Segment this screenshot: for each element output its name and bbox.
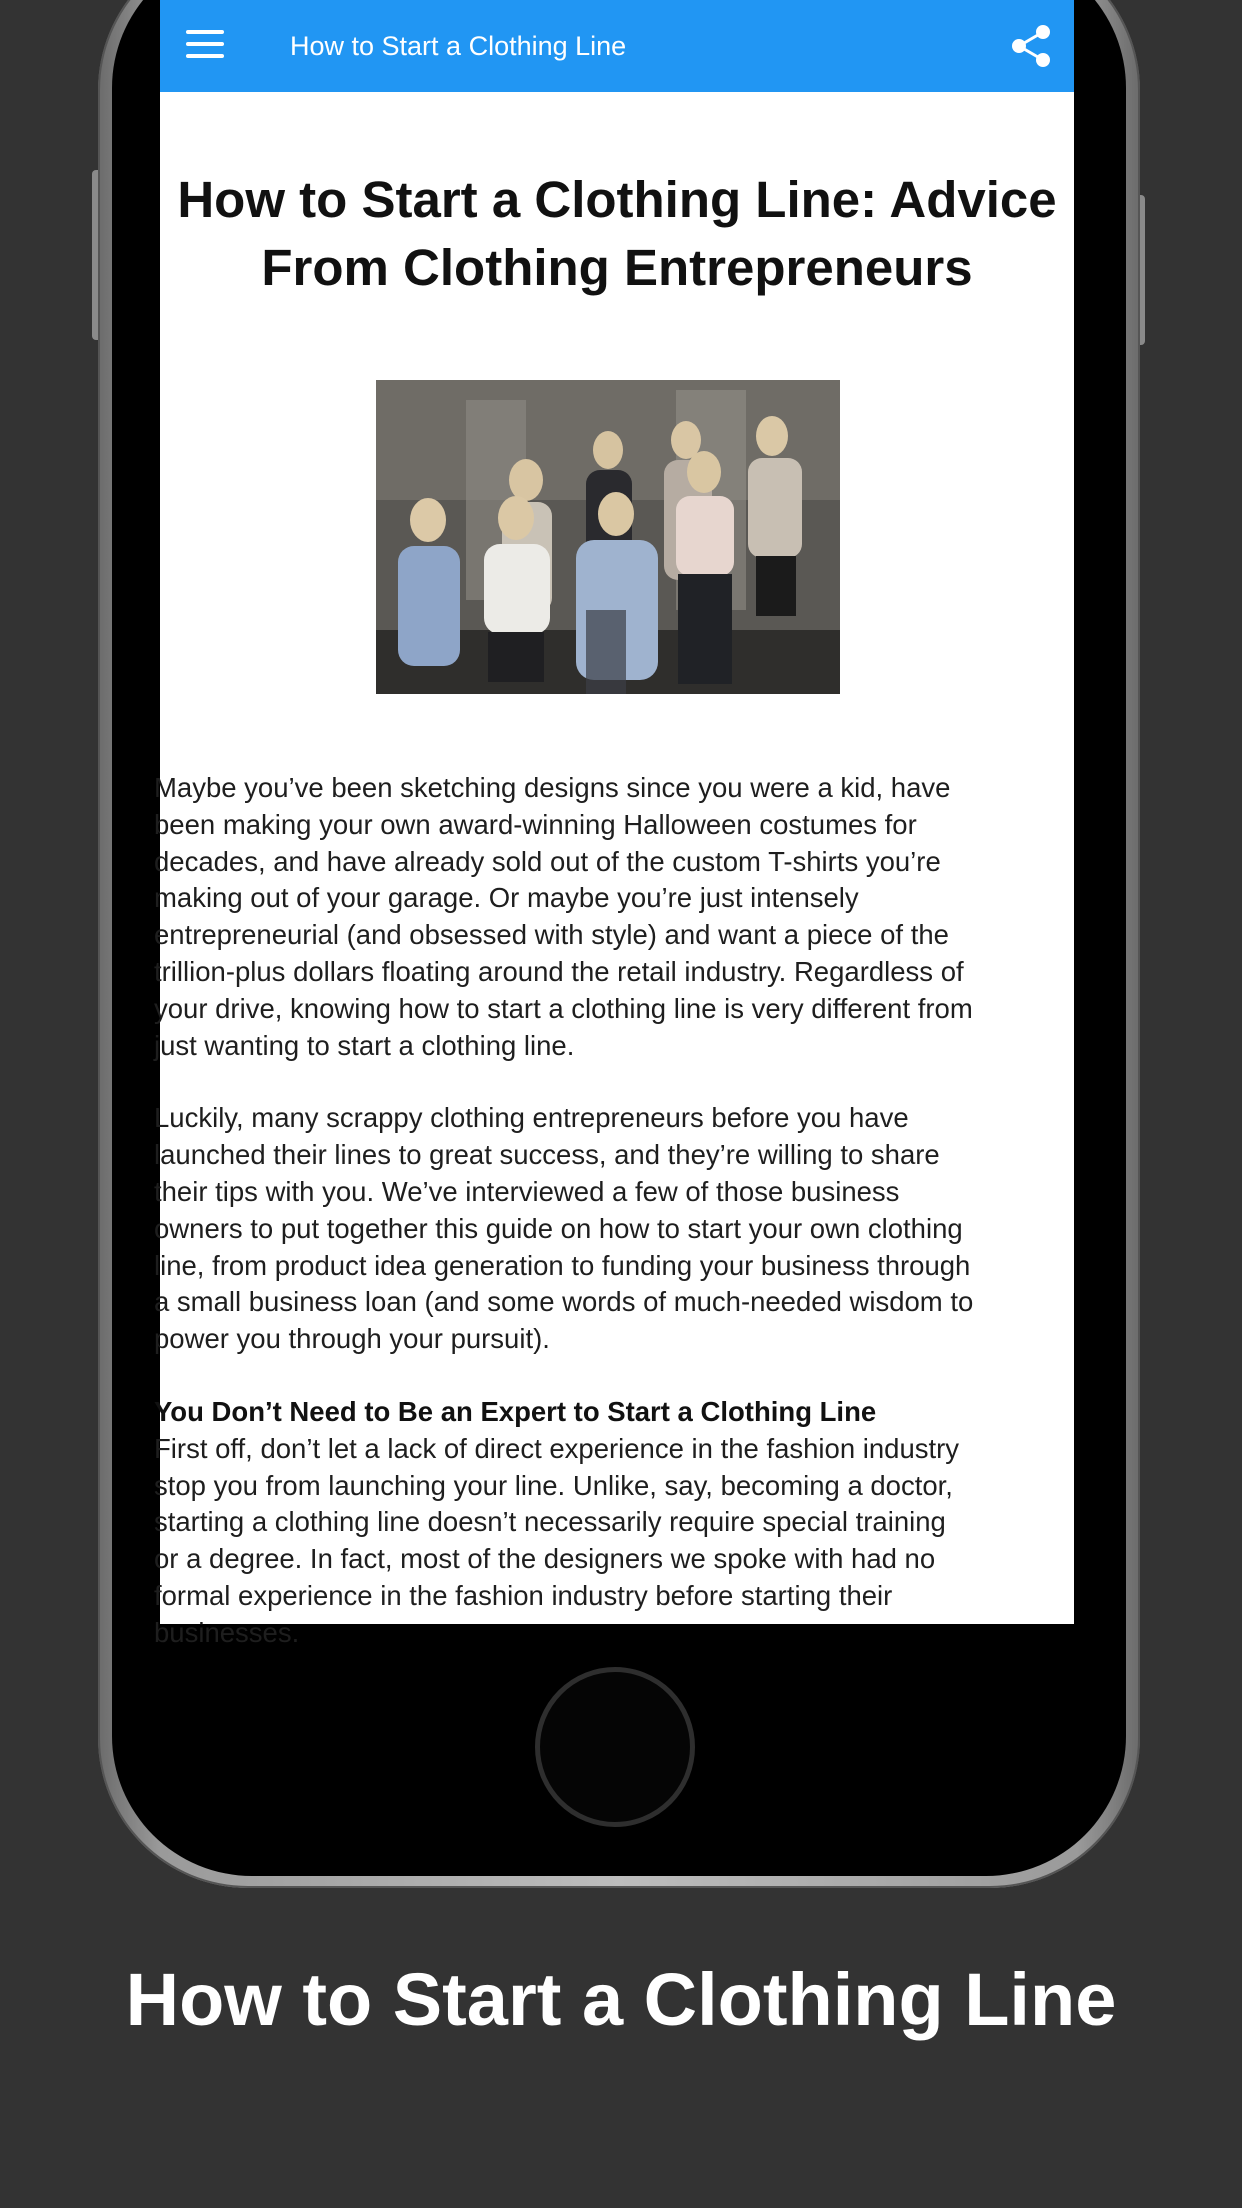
text-line: entrepreneurial (and obsessed with style) and want a piece of the	[154, 919, 949, 951]
text-line: been making your own award-winning Halloween costumes for	[154, 808, 917, 840]
menu-icon[interactable]	[186, 30, 224, 60]
article-image	[376, 380, 840, 694]
text-line: their tips with you. We’ve interviewed a few of those business	[154, 1175, 900, 1207]
text-line: your drive, knowing how to start a clothing line is very different from	[154, 992, 973, 1024]
text-line: starting a clothing line doesn’t necessarily require special training	[154, 1506, 946, 1538]
article-title	[154, 166, 1080, 302]
promo-caption: How to Start a Clothing Line	[125, 1958, 1117, 2041]
article-subheading: You Don’t Need to Be an Expert to Start a Clothing Line	[154, 1395, 877, 1427]
text-line: line, from product idea generation to funding your business through	[154, 1249, 971, 1281]
text-line: just wanting to start a clothing line.	[154, 1029, 575, 1061]
text-line: businesses.	[154, 1616, 300, 1648]
app-bar	[160, 0, 1074, 92]
app-bar-title: How to Start a Clothing Line	[290, 31, 627, 61]
article-title-line: From Clothing Entrepreneurs	[261, 239, 973, 296]
article-paragraph	[154, 770, 1080, 1064]
text-line: power you through your pursuit).	[154, 1323, 550, 1355]
article-content	[154, 92, 1080, 1652]
home-button[interactable]	[535, 1667, 695, 1827]
text-line: stop you from launching your line. Unlike, say, becoming a doctor,	[154, 1469, 953, 1501]
text-line: Luckily, many scrappy clothing entrepreneurs before you have	[154, 1102, 909, 1134]
text-line: First off, don’t let a lack of direct experience in the fashion industry	[154, 1432, 960, 1464]
share-icon[interactable]	[1010, 24, 1052, 68]
article-paragraph	[154, 1431, 1080, 1652]
text-line: owners to put together this guide on how to start your own clothing	[154, 1212, 963, 1244]
text-line: or a degree. In fact, most of the designers we spoke with had no	[154, 1543, 936, 1575]
text-line: formal experience in the fashion industry before starting their	[154, 1579, 893, 1611]
phone-screen	[154, 0, 1074, 1648]
mannequins-photo-illustration	[376, 380, 840, 694]
text-line: Maybe you’ve been sketching designs since you were a kid, have	[154, 772, 951, 803]
text-line: trillion-plus dollars floating around the retail industry. Regardless of	[154, 955, 964, 987]
text-line: making out of your garage. Or maybe you’re just intensely	[154, 882, 859, 914]
article-paragraph	[154, 1100, 1080, 1358]
text-line: a small business loan (and some words of much-needed wisdom to	[154, 1286, 974, 1318]
text-line: launched their lines to great success, and they’re willing to share	[154, 1139, 940, 1171]
article-title-line: How to Start a Clothing Line: Advice	[177, 171, 1057, 228]
text-line: decades, and have already sold out of the custom T-shirts you’re	[154, 845, 941, 877]
